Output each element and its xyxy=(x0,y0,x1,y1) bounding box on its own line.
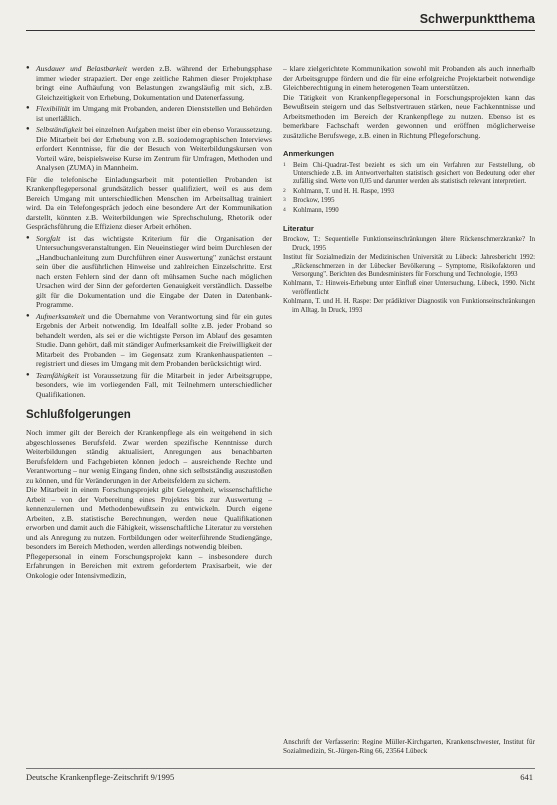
bullet-text: im Umgang mit Probanden, anderen Dienststellen und Behörden ist unerläßlich. xyxy=(36,104,272,123)
header-rule xyxy=(26,30,535,31)
body-paragraph: Noch immer gilt der Bereich der Krankenpflege als ein weitgehend in sich abgeschlossenes Berufsfeld. Zwar werden spezifische Kenntnisse durch Weiterbildungen ständig aktualisiert, Anregungen aus benachbarten Berufsfeldern und Fachgebieten können jedoch – ausreichende Rechte und Verantwortung – nur wenig Eingang finden, ohne sich selbstständig auszustoßen zu können, und für Veränderungen in der Arbeitsfeldern zu sichern. xyxy=(26,428,272,485)
bullet-term: Ausdauer und Belastbarkeit xyxy=(36,64,127,73)
list-item xyxy=(26,64,272,102)
literature-heading: Literatur xyxy=(283,223,314,233)
literature-item: Brockow, T.: Sequentielle Funktionseinschränkungen ältere Rückenschmerzkranke? In Druck, 1995 xyxy=(283,236,535,252)
literature-item: Institut für Sozialmedizin der Medizinischen Universität zu Lübeck: Jahresbericht 1992: „Rückenschmerzen in der Lübecker Bevölkerung – Symptome, Risikofaktoren und Versorgung". Berichten des Bundesministers für Forschung und Technologie, 1993 xyxy=(283,254,535,279)
note-item xyxy=(283,162,535,187)
list-item xyxy=(26,234,272,310)
bullet-text: und die Übernahme von Verantwortung sind für ein gutes Ergebnis der Arbeit notwendig. Im Idealfall sollte z.B. jeder Proband so behandelt werden, als sei er die wichtigste Person im Ablauf des gesamten Studie. Dann gehört, daß mit ständiger Aufmerksamkeit die Freiwilligkeit der Mitarbeit des Probanden – im Gegensatz zum Krankenhauspatienten – registriert und dieses im Umgang mit dem Probanden berücksichtigt wird. xyxy=(36,311,272,368)
list-item xyxy=(26,371,272,400)
literature-list xyxy=(283,236,535,315)
note-item xyxy=(283,188,535,196)
footer-journal: Deutsche Krankenpflege-Zeitschrift 9/1995 xyxy=(26,772,175,782)
list-item xyxy=(26,312,272,369)
body-paragraph: Die Mitarbeit in einem Forschungsprojekt gibt Gelegenheit, wissenschaftliche Arbeit – von der Vorbereitung eines Projektes bis zur Auswertung – kennenzulernen und Methodenbewußtsein zu entwickeln. Durch eigene Arbeiten, z.B. statistische Berechnungen, werden neue Qualifikationen erworben und damit auch die Fähigkeit, wissenschaftliche Literatur zu verstehen und als Anregung zu nutzen. Fortbildungen oder weiterführende Studiengänge, besonders im Bereich Methoden, werden allerdings notwendig bleiben. xyxy=(26,485,272,551)
bullet-term: Flexibilität xyxy=(36,104,70,113)
bullet-term: Sorgfalt xyxy=(36,233,61,243)
bullet-term: Aufmerksamkeit xyxy=(36,311,85,321)
note-number: 2 xyxy=(283,187,286,194)
bullet-list-2 xyxy=(26,234,272,400)
note-number: 1 xyxy=(283,161,286,168)
note-text: Kohlmann, T. und H. H. Raspe, 1993 xyxy=(293,187,395,195)
bullet-text: bei einzelnen Aufgaben meist über ein ebenso Voraussetzung. Die Mitarbeit bei der Erhebung von z.B. soziodemographischen Interviews erfordert Kenntnisse, für die der Besuch von Weiterbildungskursen von Vorteil wäre, beispielsweise Kurse im Zentrum für Umfragen, Methoden und Analysen (ZUMA) in Mannheim. xyxy=(36,125,272,172)
note-item xyxy=(283,207,535,215)
list-item xyxy=(26,125,272,173)
bullet-list-1 xyxy=(26,64,272,173)
bullet-text: ist das wichtigste Kriterium für die Organisation der Untersuchungsveranstaltungen. Ein Neueinstieger wird beim Durchlesen der „Handbuchanleitung zum Durchführen einer Auswertung" zunächst erstaunt sein über die ausführlichen Hinweise und zahlreichen Einzelschritte. Erst nach ersten Fehlern sind der dann oft mühsamen Suche nach möglichen Ursachen wird der Sinn der geforderten Genauigkeit verständlich. Dasselbe gilt für die Dokumentation und die Eingabe der Daten in Datenbank-Programme. xyxy=(36,233,272,309)
note-item xyxy=(283,197,535,205)
author-address: Anschrift der Verfasserin: Regine Müller-Kirchgarten, Krankenschwester, Institut für Sozialmedizin, St.-Jürgen-Ring 66, 23564 Lübeck xyxy=(283,738,535,755)
body-paragraph: Für die telefonische Einladungsarbeit mit potentiellen Probanden ist Krankenpflegepersonal grundsätzlich besser qualifiziert, weil es aus dem Bereich Umgang mit unterschiedlichen Menschen im Arbeitsalltag trainiert wird. Da ein Telefongespräch jedoch eine besondere Art der Kommunikation darstellt, könnten z.B. Weiterbildungen wie Sprechschulung, Rhetorik oder Gesprächsführung die Effizienz dieser Arbeit erhöhen. xyxy=(26,174,272,231)
footer-rule xyxy=(26,768,535,769)
notes-list xyxy=(283,162,535,215)
bullet-term: Selbständigkeit xyxy=(36,125,83,134)
bullet-text: ist Voraussetzung für die Mitarbeit in jeder Arbeitsgruppe, besonders, wie im vorliegenden Fall, mit Teilnehmern unterschiedlicher Qualifikationen. xyxy=(36,370,272,399)
conclusion-heading: Schlußfolgerungen xyxy=(26,409,131,421)
page-number: 641 xyxy=(520,772,533,782)
literature-item: Kohlmann, T. und H. H. Raspe: Der prädiktiver Diagnostik von Funktionseinschränkungen im Alltag. In Druck, 1993 xyxy=(283,298,535,314)
note-number: 3 xyxy=(283,197,286,204)
left-column xyxy=(26,64,272,580)
note-text: Beim Chi-Quadrat-Test bezieht es sich um ein Verfahren zur Feststellung, ob Unterschiede z.B. im Antwortverhalten statistisch gesichert von Bedeutung oder eher zufällig sind. Werte von 0,05 und darunter werden als statistisch relevant interpretiert. xyxy=(293,161,535,186)
note-text: Kohlmann, 1990 xyxy=(293,206,339,214)
body-paragraph: Pflegepersonal in einem Forschungsprojekt kann – insbesondere durch Erfahrungen in Bereichen mit extrem gefordertem Praxisarbeit, wie der Onkologie oder Intensivmedizin, xyxy=(26,551,272,580)
body-paragraph: Die Tätigkeit von Krankenpflegepersonal in Forschungsprojekten kann das Bewußtsein steigern und das Selbstvertrauen stärken, neue Fachkenntnisse und Arbeitsmethoden im Bereich der Krankenpflege zu nutzen. Ebenso ist es bemerkbare Fachschaft werden gewonnen und eröffnen möglicherweise zusätzliche Berufswege, z.B. einen in Richtung Pflegeforschung. xyxy=(283,92,535,140)
notes-heading: Anmerkungen xyxy=(283,149,335,158)
note-number: 4 xyxy=(283,206,286,213)
literature-item: Kohlmann, T.: Hinweis-Erhebung unter Einfluß einer Untersuchung, Lübeck, 1990. Nicht veröffentlicht xyxy=(283,280,535,296)
note-text: Brockow, 1995 xyxy=(293,197,335,205)
list-item xyxy=(26,104,272,123)
bullet-term: Teamfähigkeit xyxy=(36,370,79,380)
bullet-text: werden z.B. während der Erhebungsphase immer wieder strapaziert. Der enge zeitliche Rahmen dieser Projektphase bringt eine Aufhäufung von Belastungen zwangsläufig mit sich, z.B. Gleichzeitigkeit von Erhebung, Dokumentation und Datenerfassung. xyxy=(36,64,272,102)
section-title: Schwerpunktthema xyxy=(419,12,535,26)
right-column xyxy=(283,64,535,316)
body-paragraph: – klare zielgerichtete Kommunikation sowohl mit Probanden als auch innerhalb der Arbeitsgruppe fördern und die für eine erfolgreiche Projektarbeit notwendige Gleichberechtigung in einem heterogenen Team unterstützen. xyxy=(283,64,535,92)
